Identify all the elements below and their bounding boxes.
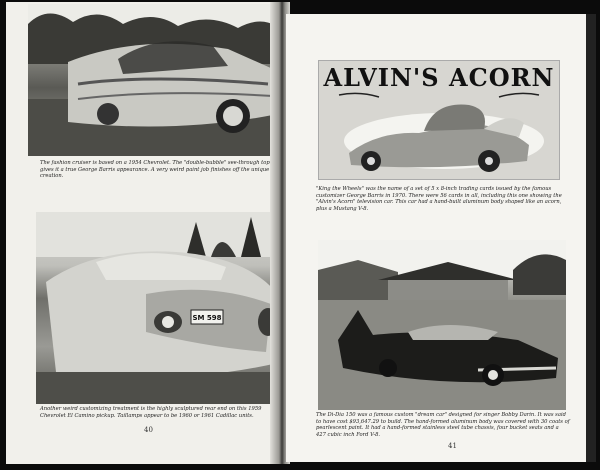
caption-top: The fashion cruiser is based on a 1954 Chevrolet. The "double-bubble" see-through top gives it a true George Barris appearance. A very weird paint job finishes off the unique creation. [40, 160, 270, 180]
photo-el-camino-rear [36, 212, 276, 404]
photo-di-dia-150 [318, 240, 566, 410]
photo-alvins-acorn-card [318, 60, 560, 180]
page-number-right: 41 [448, 442, 457, 450]
caption-top: "King the Wheels" was the name of a set of 5 x 8-inch trading cards issued by the famous customizer George Barris in 1970. There were 56 cards in all, including this one showing the "Alvin's Acorn" television car. This car had a hand-built aluminum body shaped like an acorn, plus a Mustang V-8. [316, 186, 562, 212]
caption-bottom: The Di-Dia 150 was a famous custom "dream car" designed for singer Bobby Darin. It was said to have cost $93,647.29 to build. The hand-formed aluminum body was covered with 30 coats of pearlescent paint. It had a hand-formed stainless steel tube chassis, four bucket seats and a 427 cubic inch Ford V-8. [316, 412, 570, 438]
cover-edge [586, 14, 596, 462]
acorn-title: ALVIN'S ACORN [323, 63, 555, 92]
right-page [286, 14, 586, 462]
page-number-left: 40 [144, 426, 153, 434]
photo-custom-chevrolet-1954 [28, 4, 276, 156]
license-plate: SM 598 [192, 314, 222, 322]
left-page [6, 2, 276, 464]
caption-bottom: Another weird customizing treatment is the highly sculptured rear end on this 1959 Chevrolet El Camino pickup. Taillamps appear to be 1960 or 1961 Cadillac units. [40, 406, 262, 419]
